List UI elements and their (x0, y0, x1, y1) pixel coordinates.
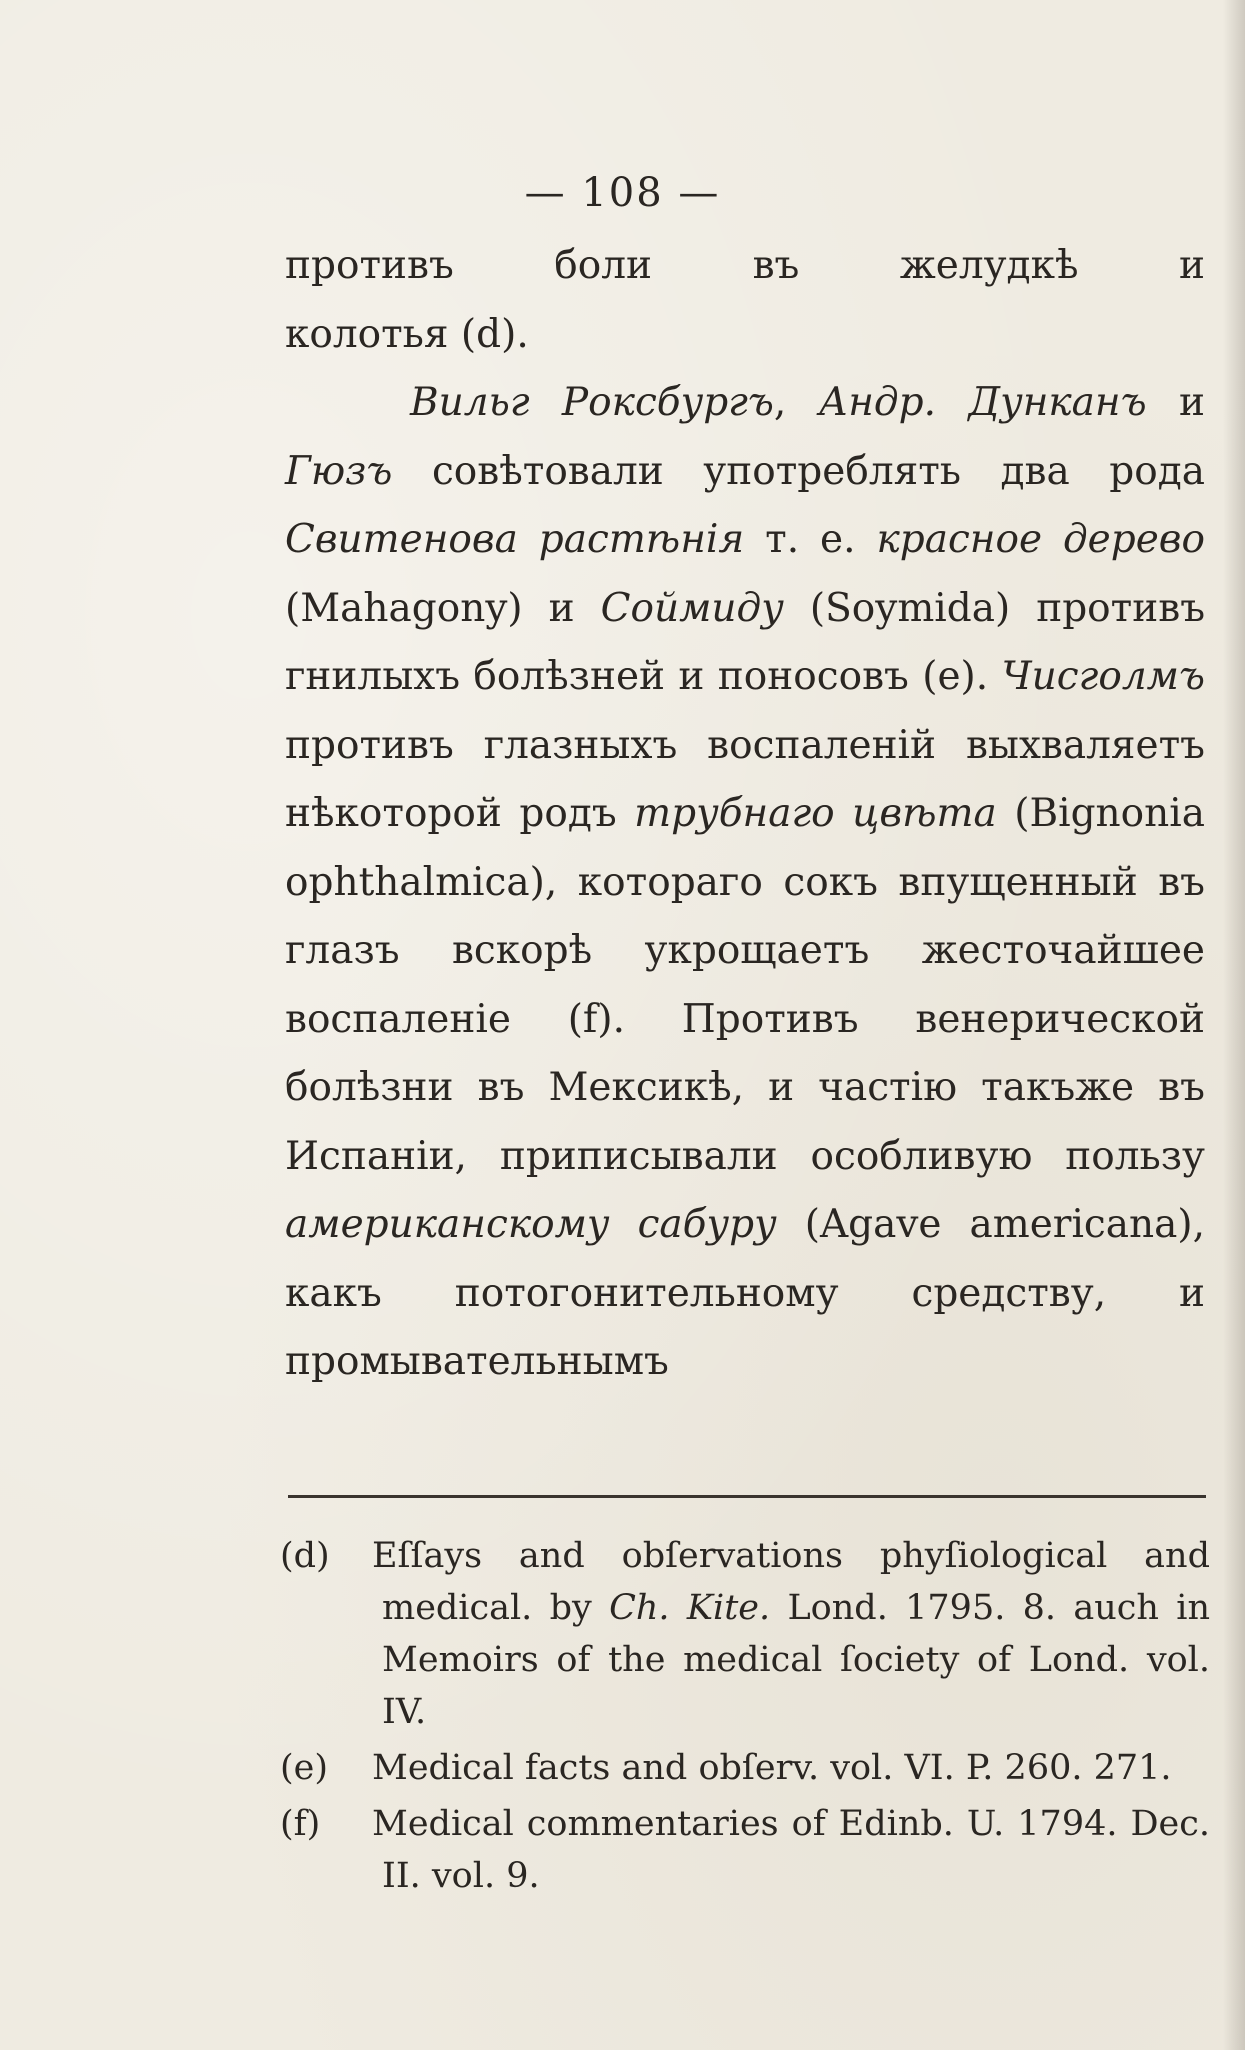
footnote-text: Eſſays and obſervations phyſiological and medical. by (372, 1536, 1210, 1628)
page-edge-shadow (1223, 0, 1245, 2050)
footnote-text: Lond. 1795. 8. auch in Memoirs of the medical ſociety of Lond. vol. IV. (382, 1588, 1210, 1732)
body-line-2: колотья (d). (285, 311, 529, 357)
footnote-author: Ch. Kite. (609, 1588, 771, 1628)
term-agave: американскому сабуру (285, 1202, 777, 1247)
body-paragraph-2 (285, 369, 1205, 1397)
author-duncan: Андр. Дунканъ (818, 380, 1147, 425)
text-run: (Mahagony) и (285, 585, 601, 631)
term-bignonia: трубнаго цвѣта (634, 791, 997, 836)
text-run: т. е. (744, 517, 877, 562)
footnote-text: Medical facts and obſerv. vol. VI. P. 260. 271. (372, 1748, 1172, 1788)
page-number: — 108 — (524, 170, 721, 216)
text-run: (Soymida) противъ гнилыхъ болѣзней и поносовъ (e). (285, 585, 1206, 699)
text-run: и (1146, 380, 1206, 425)
text-run: , (773, 380, 819, 425)
footnote-text: Medical commentaries of Edinb. U. 1794. Dec. II. vol. 9. (372, 1804, 1210, 1896)
footnotes (280, 1530, 1210, 1902)
footnote-mark: (e) (280, 1748, 329, 1788)
body-line-1: противъ боли въ желудкѣ и (285, 243, 1205, 288)
author-hughes: Гюзъ (285, 448, 393, 494)
term-mahogany: красное дерево (876, 517, 1205, 562)
footnote-f (280, 1798, 1210, 1902)
term-swietenia: Свитенова растѣнія (285, 517, 745, 562)
footnote-mark: (f) (280, 1804, 321, 1844)
author-chisholm: Чисголмъ (1001, 654, 1205, 699)
text-run: (Bignonia ophthalmica), котораго сокъ впущенный въ глазъ вскорѣ укрощаетъ жесточайшее воспаленіе (f). Противъ венерической болѣзни въ Мексикѣ, и частію такъже въ Испаніи, приписывали особливую пользу (285, 791, 1205, 1179)
text-run: противъ глазныхъ воспаленій выхваляетъ нѣкоторой родъ (285, 722, 1205, 836)
text-run: (Agave americana), какъ потогонительному средству, и промывательнымъ (285, 1202, 1205, 1384)
text-run: совѣтовали употреблять два рода (392, 448, 1205, 494)
footnote-d (280, 1530, 1210, 1738)
footnote-e (280, 1742, 1210, 1794)
author-roxburgh: Вильг Роксбургъ (410, 380, 774, 425)
term-soymida: Соймиду (600, 585, 784, 631)
main-text (285, 232, 1205, 1397)
footnote-divider (288, 1495, 1206, 1498)
footnote-mark: (d) (280, 1536, 330, 1576)
